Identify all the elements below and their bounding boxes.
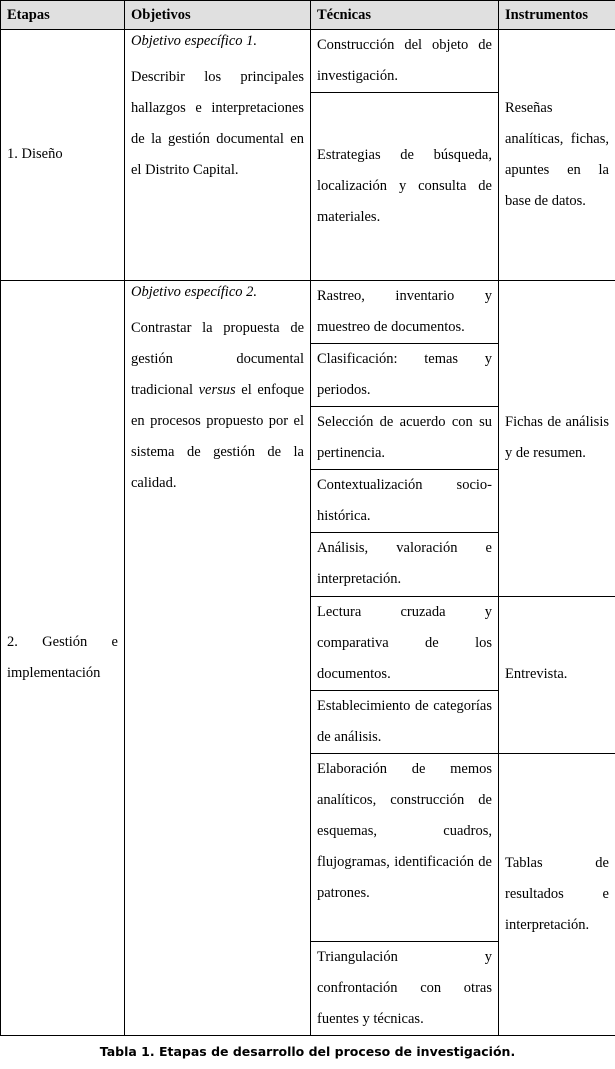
objective-2-text-part-2: el enfoque en procesos propuesto por el sistema de gestión de la calidad. (131, 381, 305, 491)
stage-2-instrument-1: Fichas de análisis y de resumen. (499, 280, 615, 596)
objective-2-text (131, 313, 304, 499)
header-instrumentos: Instrumentos (499, 1, 615, 30)
objective-2-title: Objetivo específico 2. (131, 283, 258, 300)
table-caption: Tabla 1. Etapas de desarrollo del proceso de investigación. (99, 1044, 516, 1059)
stage-1-technique-1: Construcción del objeto de investigación. (311, 30, 499, 93)
objective-2-text-part-1: Contrastar la propuesta de gestión documental tradicional (131, 319, 304, 398)
table-row (1, 30, 615, 93)
objective-1-text: Describir los principales hallazgos e interpretaciones de la gestión documental en el Distrito Capital. (131, 69, 304, 178)
header-objetivos: Objetivos (125, 1, 311, 30)
stage-2-instrument-3: Tablas de resultados e interpretación. (499, 754, 615, 1036)
objective-2-text-emphasis: versus (198, 381, 236, 398)
stage-2-technique-8: Elaboración de memos analíticos, construcción de esquemas, cuadros, flujogramas, identificación de patrones. (311, 754, 499, 942)
stage-1-technique-2: Estrategias de búsqueda, localización y consulta de materiales. (311, 93, 499, 281)
stage-1-instrument-1: Reseñas analíticas, fichas, apuntes en la base de datos. (499, 30, 615, 281)
stage-2-technique-2: Clasificación: temas y periodos. (311, 343, 499, 406)
header-etapas: Etapas (1, 1, 125, 30)
stage-2-instrument-2: Entrevista. (499, 596, 615, 753)
stage-2-technique-9: Triangulación y confrontación con otras fuentes y técnicas. (311, 941, 499, 1035)
header-tecnicas: Técnicas (311, 1, 499, 30)
table-header-row (1, 1, 615, 30)
stage-2-technique-1: Rastreo, inventario y muestreo de documentos. (311, 280, 499, 343)
stage-2-technique-7: Establecimiento de categorías de análisis. (311, 690, 499, 753)
stage-2-technique-6: Lectura cruzada y comparativa de los documentos. (311, 596, 499, 690)
stage-2-name: 2. Gestión e implementación (1, 280, 125, 1035)
stage-1-objective (125, 30, 311, 281)
stage-2-technique-4: Contextualización socio-histórica. (311, 470, 499, 533)
objective-1-title: Objetivo específico 1. (131, 33, 258, 49)
stage-2-technique-3: Selección de acuerdo con su pertinencia. (311, 407, 499, 470)
stage-2-objective (125, 280, 311, 1035)
stage-2-technique-5: Análisis, valoración e interpretación. (311, 533, 499, 596)
table-row (1, 280, 615, 343)
stage-1-name: 1. Diseño (1, 30, 125, 281)
